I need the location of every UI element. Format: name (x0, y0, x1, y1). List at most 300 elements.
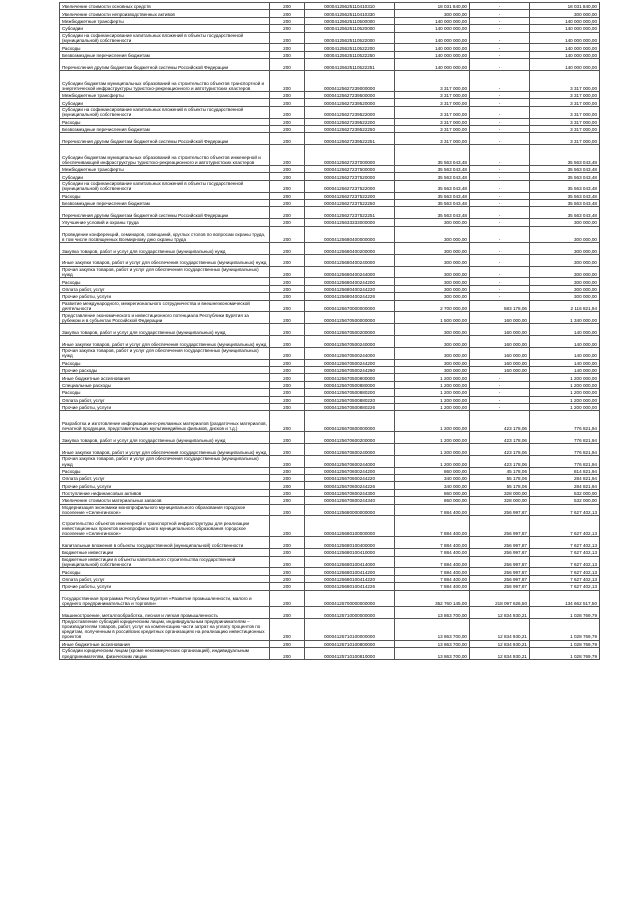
row-kbk-cell: 00004125680100400000 (305, 537, 395, 549)
row-kbk-cell: 00004125680100414220 (305, 575, 395, 582)
row-exec-cell: - (470, 25, 530, 32)
row-plan-cell: 300 000,00 (395, 347, 470, 359)
table-row (60, 411, 600, 432)
row-name-cell: Межбюджетные трансферты (60, 166, 270, 173)
row-kbk-cell: 00004125627239500000 (305, 91, 395, 98)
row-name-cell: Субсидии на софинансирование капитальных вложений в объекты государственной (муниципальной) собственности (60, 180, 270, 192)
row-name-cell: Бюджетные инвестиции в объекты капитального строительства государственной (муниципальной) собственности (60, 556, 270, 568)
row-plan-cell: 1 200 000,00 (395, 381, 470, 388)
row-rest-cell: 3 317 000,00 (530, 91, 600, 98)
row-exec-cell: 218 097 626,50 (470, 590, 530, 606)
row-exec-cell: 256 997,87 (470, 568, 530, 575)
row-exec-cell: 160 000,00 (470, 366, 530, 373)
row-exec-cell: 256 997,87 (470, 556, 530, 568)
row-kbk-cell: 00004125625110410310 (305, 3, 395, 10)
row-plan-cell: 3 317 000,00 (395, 125, 470, 132)
row-kbk-cell: 00004125680400244220 (305, 285, 395, 292)
row-code-cell: 200 (270, 25, 305, 32)
row-rest-cell: 7 627 402,13 (530, 504, 600, 516)
row-code-cell: 200 (270, 312, 305, 324)
row-name-cell: Субсидии бюджетам муниципальных образований на строительство объектов инженерной и обеспечивающей инфраструктуры туристско-рекреационного и автотуристских кластеров (60, 145, 270, 166)
table-row (60, 590, 600, 606)
row-kbk-cell: 00004125670600244300 (305, 489, 395, 496)
row-name-cell: Прочая закупка товаров, работ и услуг для обеспечения государственных (муниципальных) нужд (60, 266, 270, 278)
row-name-cell: Улучшение условий и охраны труда (60, 219, 270, 226)
table-row (60, 166, 600, 173)
row-exec-cell: - (470, 374, 530, 381)
row-name-cell: Увеличение стоимости основных средств (60, 3, 270, 10)
row-kbk-cell: 00004125625110522250 (305, 51, 395, 58)
table-row (60, 180, 600, 192)
row-rest-cell: 140 000 000,00 (530, 44, 600, 51)
row-exec-cell: - (470, 106, 530, 118)
row-name-cell: Представление экономического и инвестиционного потенциала Республики Бурятия за рубежом и в субъектах Российской Федерации (60, 312, 270, 324)
table-row (60, 432, 600, 444)
row-kbk-cell: 00004125710100000000 (305, 618, 395, 640)
row-code-cell: 200 (270, 618, 305, 640)
row-plan-cell: 35 563 043,48 (395, 173, 470, 180)
row-rest-cell: 814 821,94 (530, 467, 600, 474)
row-plan-cell: 35 563 043,48 (395, 200, 470, 207)
row-name-cell: Перечисления другим бюджетам бюджетной системы Российской Федерации (60, 133, 270, 145)
row-code-cell: 200 (270, 44, 305, 51)
row-name-cell: Перечисления другим бюджетам бюджетной системы Российской Федерации (60, 59, 270, 71)
table-row (60, 133, 600, 145)
row-plan-cell: 300 000,00 (395, 324, 470, 336)
table-row (60, 324, 600, 336)
row-exec-cell: - (470, 389, 530, 396)
row-name-cell: Расходы (60, 278, 270, 285)
row-rest-cell: 532 000,00 (530, 489, 600, 496)
table-row (60, 254, 600, 266)
row-kbk-cell: 00004125670500880220 (305, 396, 395, 403)
row-name-cell: Иные закупки товаров, работ и услуг для обеспечения государственных (муниципальных) нужд (60, 335, 270, 347)
row-rest-cell: 140 000 000,00 (530, 25, 600, 32)
row-name-cell: Закупка товаров, работ и услуг для государственных (муниципальных) нужд (60, 324, 270, 336)
row-exec-cell: - (470, 254, 530, 266)
row-kbk-cell: 00004125627239522000 (305, 106, 395, 118)
row-plan-cell: 140 000 000,00 (395, 44, 470, 51)
row-plan-cell: 140 000 000,00 (395, 51, 470, 58)
row-kbk-cell: 00004125670500244290 (305, 366, 395, 373)
row-rest-cell: 18 031 840,00 (530, 3, 600, 10)
report-rows (60, 3, 600, 660)
row-exec-cell: 328 000,00 (470, 497, 530, 504)
table-row (60, 648, 600, 660)
table-row (60, 568, 600, 575)
row-plan-cell: 1 500 000,00 (395, 312, 470, 324)
row-rest-cell: 1 200 000,00 (530, 381, 600, 388)
row-rest-cell: 300 000,00 (530, 243, 600, 255)
row-name-cell: Межбюджетные трансферты (60, 17, 270, 24)
row-name-cell: Закупка товаров, работ и услуг для государственных (муниципальных) нужд (60, 243, 270, 255)
row-name-cell: Расходы (60, 467, 270, 474)
row-rest-cell: 140 000 000,00 (530, 59, 600, 71)
row-exec-cell: - (470, 3, 530, 10)
row-kbk-cell: 00004125627237522000 (305, 180, 395, 192)
table-row (60, 381, 600, 388)
row-exec-cell: - (470, 99, 530, 106)
row-plan-cell: 1 200 000,00 (395, 455, 470, 467)
row-kbk-cell: 00004125627237520000 (305, 173, 395, 180)
row-exec-cell: 256 997,87 (470, 575, 530, 582)
row-kbk-cell: 00004125670500240000 (305, 335, 395, 347)
row-name-cell: Специальные расходы (60, 381, 270, 388)
row-exec-cell: 256 997,87 (470, 583, 530, 590)
row-plan-cell: 35 563 043,48 (395, 145, 470, 166)
row-name-cell: Расходы (60, 44, 270, 51)
row-code-cell: 200 (270, 489, 305, 496)
row-plan-cell: 1 200 000,00 (395, 432, 470, 444)
row-code-cell: 200 (270, 381, 305, 388)
table-row (60, 10, 600, 17)
row-kbk-cell: 00004125680400244200 (305, 278, 395, 285)
table-row (60, 59, 600, 71)
table-row (60, 278, 600, 285)
row-plan-cell: 3 317 000,00 (395, 91, 470, 98)
row-plan-cell: 1 200 000,00 (395, 389, 470, 396)
row-code-cell: 200 (270, 467, 305, 474)
row-name-cell: Иные бюджетные ассигнования (60, 640, 270, 647)
row-rest-cell: 3 317 000,00 (530, 118, 600, 125)
row-name-cell: Оплата работ, услуг (60, 575, 270, 582)
row-rest-cell: 300 000,00 (530, 293, 600, 300)
row-exec-cell: - (470, 192, 530, 199)
row-code-cell: 200 (270, 106, 305, 118)
table-row (60, 51, 600, 58)
row-plan-cell: 3 317 000,00 (395, 118, 470, 125)
row-kbk-cell: 00004125670500000000 (305, 312, 395, 324)
row-kbk-cell: 00004125670600200000 (305, 432, 395, 444)
row-kbk-cell: 00004125680100410000 (305, 549, 395, 556)
row-name-cell: Оплата работ, услуг (60, 285, 270, 292)
row-plan-cell: 7 884 400,00 (395, 516, 470, 537)
row-exec-cell: 256 997,87 (470, 516, 530, 537)
table-row (60, 125, 600, 132)
row-code-cell: 200 (270, 3, 305, 10)
row-exec-cell: - (470, 145, 530, 166)
row-plan-cell: 7 884 400,00 (395, 537, 470, 549)
row-rest-cell: 7 627 402,13 (530, 549, 600, 556)
row-exec-cell: 12 834 930,21 (470, 640, 530, 647)
row-name-cell: Субсидии юридическим лицам (кроме некоммерческих организаций), индивидуальным предпринимателям, физическим лицам (60, 648, 270, 660)
row-code-cell: 200 (270, 640, 305, 647)
row-kbk-cell: 00004125627239520000 (305, 99, 395, 106)
row-rest-cell: 300 000,00 (530, 10, 600, 17)
table-row (60, 106, 600, 118)
row-code-cell: 200 (270, 568, 305, 575)
row-exec-cell: 256 997,87 (470, 537, 530, 549)
row-code-cell: 200 (270, 17, 305, 24)
row-exec-cell: - (470, 125, 530, 132)
row-code-cell: 200 (270, 133, 305, 145)
table-row (60, 497, 600, 504)
table-row (60, 482, 600, 489)
row-code-cell: 200 (270, 10, 305, 17)
row-name-cell: Прочие работы, услуги (60, 583, 270, 590)
row-exec-cell: 423 178,06 (470, 455, 530, 467)
row-plan-cell: 140 000 000,00 (395, 59, 470, 71)
row-exec-cell: 55 178,06 (470, 475, 530, 482)
row-code-cell: 200 (270, 590, 305, 606)
row-plan-cell: 3 317 000,00 (395, 70, 470, 91)
row-rest-cell: 140 000,00 (530, 366, 600, 373)
row-exec-cell: - (470, 219, 530, 226)
row-exec-cell: 12 834 930,21 (470, 648, 530, 660)
table-row (60, 219, 600, 226)
row-kbk-cell: 00004125700000000000 (305, 590, 395, 606)
row-name-cell: Увеличение стоимости материальных запасов (60, 497, 270, 504)
row-plan-cell: 7 884 400,00 (395, 583, 470, 590)
row-plan-cell: 860 000,00 (395, 497, 470, 504)
row-rest-cell: 1 028 769,79 (530, 648, 600, 660)
row-kbk-cell: 00004125670500800000 (305, 374, 395, 381)
row-name-cell: Разработка и изготовление информационно-рекламных материалов (раздаточных материалов, печатной продукции, представительских мультимедийных фильмов, дисков и т.д.) (60, 411, 270, 432)
table-row (60, 444, 600, 456)
row-kbk-cell: 00004125670600244226 (305, 482, 395, 489)
row-name-cell: Субсидии на софинансирование капитальных вложений в объекты государственной (муниципальной) собственности (60, 32, 270, 44)
row-name-cell: Развитие международного, межрегионального сотрудничества и внешнеэкономической деятельности (60, 300, 270, 312)
row-code-cell: 200 (270, 583, 305, 590)
row-rest-cell: 35 563 043,48 (530, 145, 600, 166)
table-row (60, 366, 600, 373)
table-row (60, 583, 600, 590)
table-row (60, 25, 600, 32)
row-exec-cell: 423 178,06 (470, 444, 530, 456)
row-plan-cell: 7 884 400,00 (395, 504, 470, 516)
row-exec-cell: - (470, 293, 530, 300)
table-row (60, 266, 600, 278)
row-kbk-cell: 00004125680400244226 (305, 293, 395, 300)
row-plan-cell: 35 563 043,48 (395, 166, 470, 173)
row-code-cell: 200 (270, 575, 305, 582)
row-exec-cell: - (470, 266, 530, 278)
row-name-cell: Субсидии (60, 25, 270, 32)
row-rest-cell: 300 000,00 (530, 219, 600, 226)
row-kbk-cell: 00004125627239522250 (305, 125, 395, 132)
row-exec-cell: 55 178,06 (470, 482, 530, 489)
table-row (60, 389, 600, 396)
row-rest-cell: 7 627 402,13 (530, 583, 600, 590)
row-kbk-cell: 00004125627237500000 (305, 166, 395, 173)
row-code-cell: 200 (270, 403, 305, 410)
row-name-cell: Машиностроение, металлообработка, лесная и легкая промышленность (60, 607, 270, 619)
row-plan-cell: 300 000,00 (395, 335, 470, 347)
row-rest-cell: 35 563 043,48 (530, 192, 600, 199)
row-rest-cell: 2 116 821,94 (530, 300, 600, 312)
row-plan-cell: 13 863 700,00 (395, 648, 470, 660)
row-rest-cell: 3 317 000,00 (530, 99, 600, 106)
row-plan-cell: 300 000,00 (395, 293, 470, 300)
row-plan-cell: 18 031 840,00 (395, 3, 470, 10)
table-row (60, 575, 600, 582)
row-name-cell: Субсидии бюджетам муниципальных образований на строительство объектов транспортной и энергетической инфраструктуры туристско-рекреационного и автотуристских кластеров (60, 70, 270, 91)
row-code-cell: 200 (270, 99, 305, 106)
row-exec-cell: - (470, 226, 530, 242)
row-rest-cell: 140 000,00 (530, 324, 600, 336)
row-code-cell: 200 (270, 389, 305, 396)
row-rest-cell: 300 000,00 (530, 266, 600, 278)
row-exec-cell: - (470, 118, 530, 125)
table-row (60, 192, 600, 199)
row-code-cell: 200 (270, 648, 305, 660)
row-plan-cell: 140 000 000,00 (395, 25, 470, 32)
row-code-cell: 200 (270, 444, 305, 456)
table-row (60, 489, 600, 496)
row-rest-cell: 1 028 769,79 (530, 618, 600, 640)
row-plan-cell: 860 000,00 (395, 489, 470, 496)
row-kbk-cell: 00004125680100414226 (305, 583, 395, 590)
row-plan-cell: 7 884 400,00 (395, 556, 470, 568)
row-plan-cell: 13 863 700,00 (395, 640, 470, 647)
row-name-cell: Расходы (60, 359, 270, 366)
row-exec-cell: - (470, 51, 530, 58)
row-plan-cell: 3 317 000,00 (395, 133, 470, 145)
row-kbk-cell: 00004125625110522251 (305, 59, 395, 71)
row-name-cell: Проведение конференций, семинаров, совещаний, круглых столов по вопросам охраны труда, в том числе посвященных Всемирному дню охраны труда (60, 226, 270, 242)
row-exec-cell: 256 997,87 (470, 549, 530, 556)
row-plan-cell: 3 317 000,00 (395, 99, 470, 106)
row-exec-cell: - (470, 10, 530, 17)
row-code-cell: 200 (270, 497, 305, 504)
row-code-cell: 200 (270, 226, 305, 242)
row-plan-cell: 2 700 000,00 (395, 300, 470, 312)
table-row (60, 173, 600, 180)
row-kbk-cell: 00004125680400000000 (305, 226, 395, 242)
row-exec-cell: 160 000,00 (470, 359, 530, 366)
row-plan-cell: 352 760 145,00 (395, 590, 470, 606)
row-exec-cell: 160 000,00 (470, 335, 530, 347)
row-kbk-cell: 00004125670600244000 (305, 455, 395, 467)
row-kbk-cell: 00004125627239522251 (305, 133, 395, 145)
row-plan-cell: 1 200 000,00 (395, 411, 470, 432)
row-code-cell: 200 (270, 243, 305, 255)
row-plan-cell: 35 563 043,48 (395, 192, 470, 199)
row-plan-cell: 300 000,00 (395, 226, 470, 242)
row-kbk-cell: 00004125625110522000 (305, 32, 395, 44)
table-row (60, 207, 600, 219)
row-kbk-cell: 00004125670500244200 (305, 359, 395, 366)
row-name-cell: Субсидии (60, 99, 270, 106)
table-row (60, 347, 600, 359)
row-code-cell: 200 (270, 359, 305, 366)
row-code-cell: 200 (270, 180, 305, 192)
table-row (60, 70, 600, 91)
table-row (60, 607, 600, 619)
row-code-cell: 200 (270, 254, 305, 266)
row-exec-cell: - (470, 396, 530, 403)
row-rest-cell: 1 028 769,79 (530, 607, 600, 619)
row-code-cell: 200 (270, 207, 305, 219)
row-code-cell: 200 (270, 475, 305, 482)
row-exec-cell: - (470, 32, 530, 44)
row-kbk-cell: 00004125680100414200 (305, 568, 395, 575)
row-rest-cell: 7 627 402,13 (530, 575, 600, 582)
row-exec-cell: - (470, 200, 530, 207)
row-kbk-cell: 00004125670600240000 (305, 444, 395, 456)
row-name-cell: Государственная программа Республики Бурятия «Развитие промышленности, малого и среднего предпринимательства и торговли» (60, 590, 270, 606)
row-name-cell: Прочие работы, услуги (60, 482, 270, 489)
table-row (60, 99, 600, 106)
row-code-cell: 200 (270, 200, 305, 207)
row-rest-cell: 776 821,94 (530, 432, 600, 444)
row-rest-cell: 1 028 769,79 (530, 640, 600, 647)
row-exec-cell: 12 834 930,21 (470, 618, 530, 640)
row-name-cell: Межбюджетные трансферты (60, 91, 270, 98)
row-plan-cell: 35 563 043,48 (395, 180, 470, 192)
row-code-cell: 200 (270, 293, 305, 300)
row-name-cell: Прочие расходы (60, 366, 270, 373)
row-rest-cell: 35 563 043,48 (530, 166, 600, 173)
row-plan-cell: 13 863 700,00 (395, 607, 470, 619)
table-row (60, 455, 600, 467)
table-row (60, 504, 600, 516)
row-code-cell: 200 (270, 91, 305, 98)
row-rest-cell: 3 317 000,00 (530, 125, 600, 132)
row-kbk-cell: 00004125710000000000 (305, 607, 395, 619)
row-name-cell: Бюджетные инвестиции (60, 549, 270, 556)
row-rest-cell: 35 563 043,48 (530, 173, 600, 180)
row-kbk-cell: 00004125680400240000 (305, 254, 395, 266)
row-rest-cell: 300 000,00 (530, 285, 600, 292)
table-row (60, 118, 600, 125)
row-rest-cell: 284 821,94 (530, 475, 600, 482)
row-name-cell: Иные закупки товаров, работ и услуг для обеспечения государственных (муниципальных) нужд (60, 444, 270, 456)
row-plan-cell: 300 000,00 (395, 219, 470, 226)
row-name-cell: Иные закупки товаров, работ и услуг для обеспечения государственных (муниципальных) нужд (60, 254, 270, 266)
row-exec-cell: - (470, 285, 530, 292)
row-plan-cell: 7 884 400,00 (395, 575, 470, 582)
row-exec-cell: - (470, 180, 530, 192)
row-plan-cell: 340 000,00 (395, 475, 470, 482)
row-name-cell: Прочая закупка товаров, работ и услуг для обеспечения государственных (муниципальных) нужд (60, 455, 270, 467)
row-code-cell: 200 (270, 145, 305, 166)
row-rest-cell: 3 317 000,00 (530, 133, 600, 145)
row-kbk-cell: 00004125710100800000 (305, 640, 395, 647)
table-row (60, 556, 600, 568)
row-exec-cell: 423 178,06 (470, 432, 530, 444)
row-name-cell: Иные бюджетные ассигнования (60, 374, 270, 381)
row-kbk-cell: 00004125680100414000 (305, 556, 395, 568)
row-exec-cell: - (470, 70, 530, 91)
row-exec-cell: - (470, 59, 530, 71)
row-code-cell: 200 (270, 166, 305, 173)
row-code-cell: 200 (270, 432, 305, 444)
row-rest-cell: 1 200 000,00 (530, 374, 600, 381)
row-code-cell: 200 (270, 607, 305, 619)
row-plan-cell: 860 000,00 (395, 467, 470, 474)
row-kbk-cell: 00004125670500200000 (305, 324, 395, 336)
table-row (60, 374, 600, 381)
table-row (60, 17, 600, 24)
row-plan-cell: 1 200 000,00 (395, 444, 470, 456)
row-name-cell: Модернизация экономики монопрофильного муниципального образования городское поселение «Селенгинское» (60, 504, 270, 516)
table-row (60, 618, 600, 640)
row-rest-cell: 1 200 000,00 (530, 403, 600, 410)
row-rest-cell: 532 000,00 (530, 497, 600, 504)
row-kbk-cell: 00004125627237000000 (305, 145, 395, 166)
row-plan-cell: 340 000,00 (395, 482, 470, 489)
row-rest-cell: 140 000,00 (530, 347, 600, 359)
row-exec-cell: - (470, 91, 530, 98)
row-plan-cell: 140 000 000,00 (395, 17, 470, 24)
row-plan-cell: 1 200 000,00 (395, 374, 470, 381)
table-row (60, 335, 600, 347)
row-code-cell: 200 (270, 173, 305, 180)
row-rest-cell: 140 000,00 (530, 335, 600, 347)
row-code-cell: 200 (270, 278, 305, 285)
row-plan-cell: 13 863 700,00 (395, 618, 470, 640)
